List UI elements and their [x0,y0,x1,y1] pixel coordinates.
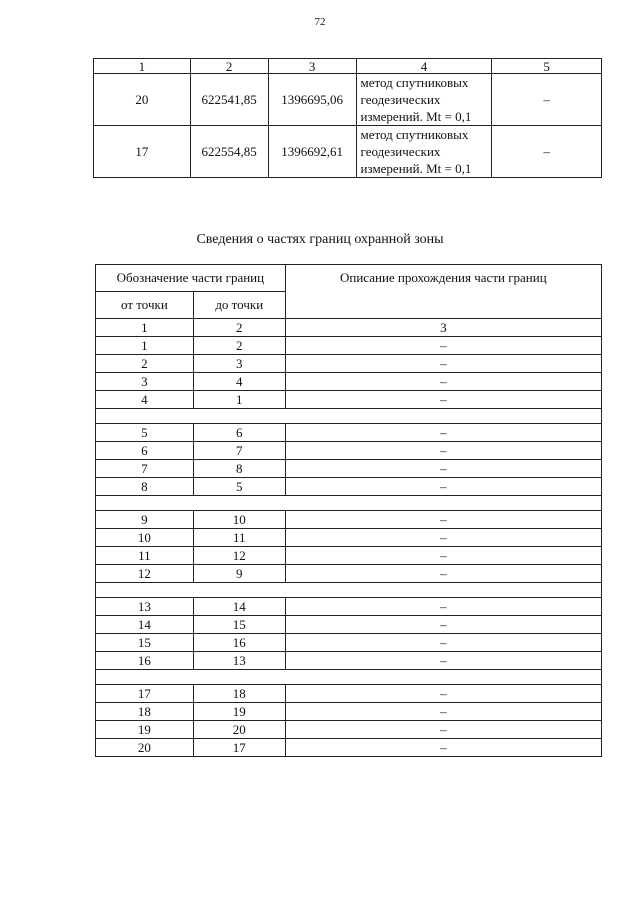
separator-cell [96,496,602,511]
column-number: 2 [190,59,268,74]
column-number: 2 [193,319,285,337]
method-cell [356,74,492,126]
description-cell: – [285,391,601,409]
description-cell: – [285,703,601,721]
table-row [96,424,602,442]
from-point-cell: 3 [96,373,194,391]
from-point-cell: 10 [96,529,194,547]
table-row [96,721,602,739]
boundary-parts-table [95,264,602,757]
to-point-cell: 9 [193,565,285,583]
table-row [96,634,602,652]
point-cell: 20 [94,74,191,126]
group-separator-row [96,670,602,685]
description-cell: – [285,616,601,634]
table-row [96,703,602,721]
to-point-cell: 18 [193,685,285,703]
to-point-cell: 12 [193,547,285,565]
from-point-cell: 18 [96,703,194,721]
table-row [96,391,602,409]
from-point-cell: 17 [96,685,194,703]
from-point-cell: 7 [96,460,194,478]
table-row [96,547,602,565]
description-cell: – [285,424,601,442]
description-cell: – [285,634,601,652]
description-cell: – [285,529,601,547]
from-point-cell: 11 [96,547,194,565]
to-point-cell: 7 [193,442,285,460]
table-row [96,529,602,547]
to-point-cell: 16 [193,634,285,652]
to-point-cell: 1 [193,391,285,409]
from-point-cell: 13 [96,598,194,616]
description-cell: – [285,355,601,373]
to-point-cell: 11 [193,529,285,547]
column-number: 3 [268,59,356,74]
column-number: 4 [356,59,492,74]
table-header-row [96,265,602,292]
to-point-cell: 6 [193,424,285,442]
description-cell: – [285,511,601,529]
to-point-cell: 5 [193,478,285,496]
to-point-cell: 10 [193,511,285,529]
method-cell [356,126,492,178]
from-point-cell: 2 [96,355,194,373]
from-point-cell: 8 [96,478,194,496]
to-point-cell: 8 [193,460,285,478]
to-point-cell: 17 [193,739,285,757]
from-point-cell: 12 [96,565,194,583]
table-row [96,511,602,529]
description-cell: – [285,598,601,616]
table-row [96,373,602,391]
method-line: измерений. Mt = 0,1 [360,161,472,176]
to-point-cell: 3 [193,355,285,373]
table-row [96,337,602,355]
from-point-cell: 20 [96,739,194,757]
separator-cell [96,409,602,424]
column-number: 3 [285,319,601,337]
description-cell: – [285,721,601,739]
from-point-cell: 14 [96,616,194,634]
table-row [96,442,602,460]
column-number: 1 [96,319,194,337]
group-separator-row [96,583,602,598]
method-line: метод спутниковых [360,75,469,90]
header-boundary-part: Обозначение части границ [96,265,286,292]
y-coordinate-cell: 1396695,06 [268,74,356,126]
x-coordinate-cell: 622554,85 [190,126,268,178]
from-point-cell: 9 [96,511,194,529]
header-from-point: от точки [96,292,194,319]
description-cell: – [285,652,601,670]
table-row [96,460,602,478]
to-point-cell: 2 [193,337,285,355]
note-cell: – [492,74,602,126]
description-cell: – [285,460,601,478]
to-point-cell: 20 [193,721,285,739]
column-number: 5 [492,59,602,74]
table-header-row [94,59,602,74]
column-number: 1 [94,59,191,74]
to-point-cell: 13 [193,652,285,670]
from-point-cell: 16 [96,652,194,670]
description-cell: – [285,373,601,391]
table-row [96,685,602,703]
from-point-cell: 5 [96,424,194,442]
method-line: геодезических [360,92,441,107]
table-row [94,126,602,178]
x-coordinate-cell: 622541,85 [190,74,268,126]
description-cell: – [285,442,601,460]
table-row [96,355,602,373]
description-cell: – [285,478,601,496]
group-separator-row [96,496,602,511]
numbering-row [96,319,602,337]
description-cell: – [285,739,601,757]
group-separator-row [96,409,602,424]
y-coordinate-cell: 1396692,61 [268,126,356,178]
method-line: метод спутниковых [360,127,469,142]
page-number: 72 [314,16,326,28]
coordinates-table [93,58,602,178]
separator-cell [96,670,602,685]
to-point-cell: 14 [193,598,285,616]
table-row [96,478,602,496]
from-point-cell: 4 [96,391,194,409]
method-line: геодезических [360,144,441,159]
table-row [96,652,602,670]
table-row [96,565,602,583]
table-row [96,739,602,757]
table-row [96,616,602,634]
table-row [94,74,602,126]
description-cell: – [285,685,601,703]
point-cell: 17 [94,126,191,178]
separator-cell [96,583,602,598]
to-point-cell: 15 [193,616,285,634]
header-to-point: до точки [193,292,285,319]
method-line: измерений. Mt = 0,1 [360,109,472,124]
from-point-cell: 1 [96,337,194,355]
from-point-cell: 15 [96,634,194,652]
note-cell: – [492,126,602,178]
description-cell: – [285,547,601,565]
to-point-cell: 19 [193,703,285,721]
description-cell: – [285,565,601,583]
table-row [96,598,602,616]
description-cell: – [285,337,601,355]
from-point-cell: 19 [96,721,194,739]
from-point-cell: 6 [96,442,194,460]
header-description: Описание прохождения части границ [285,265,601,319]
section-title: Сведения о частях границ охранной зоны [196,232,444,247]
to-point-cell: 4 [193,373,285,391]
